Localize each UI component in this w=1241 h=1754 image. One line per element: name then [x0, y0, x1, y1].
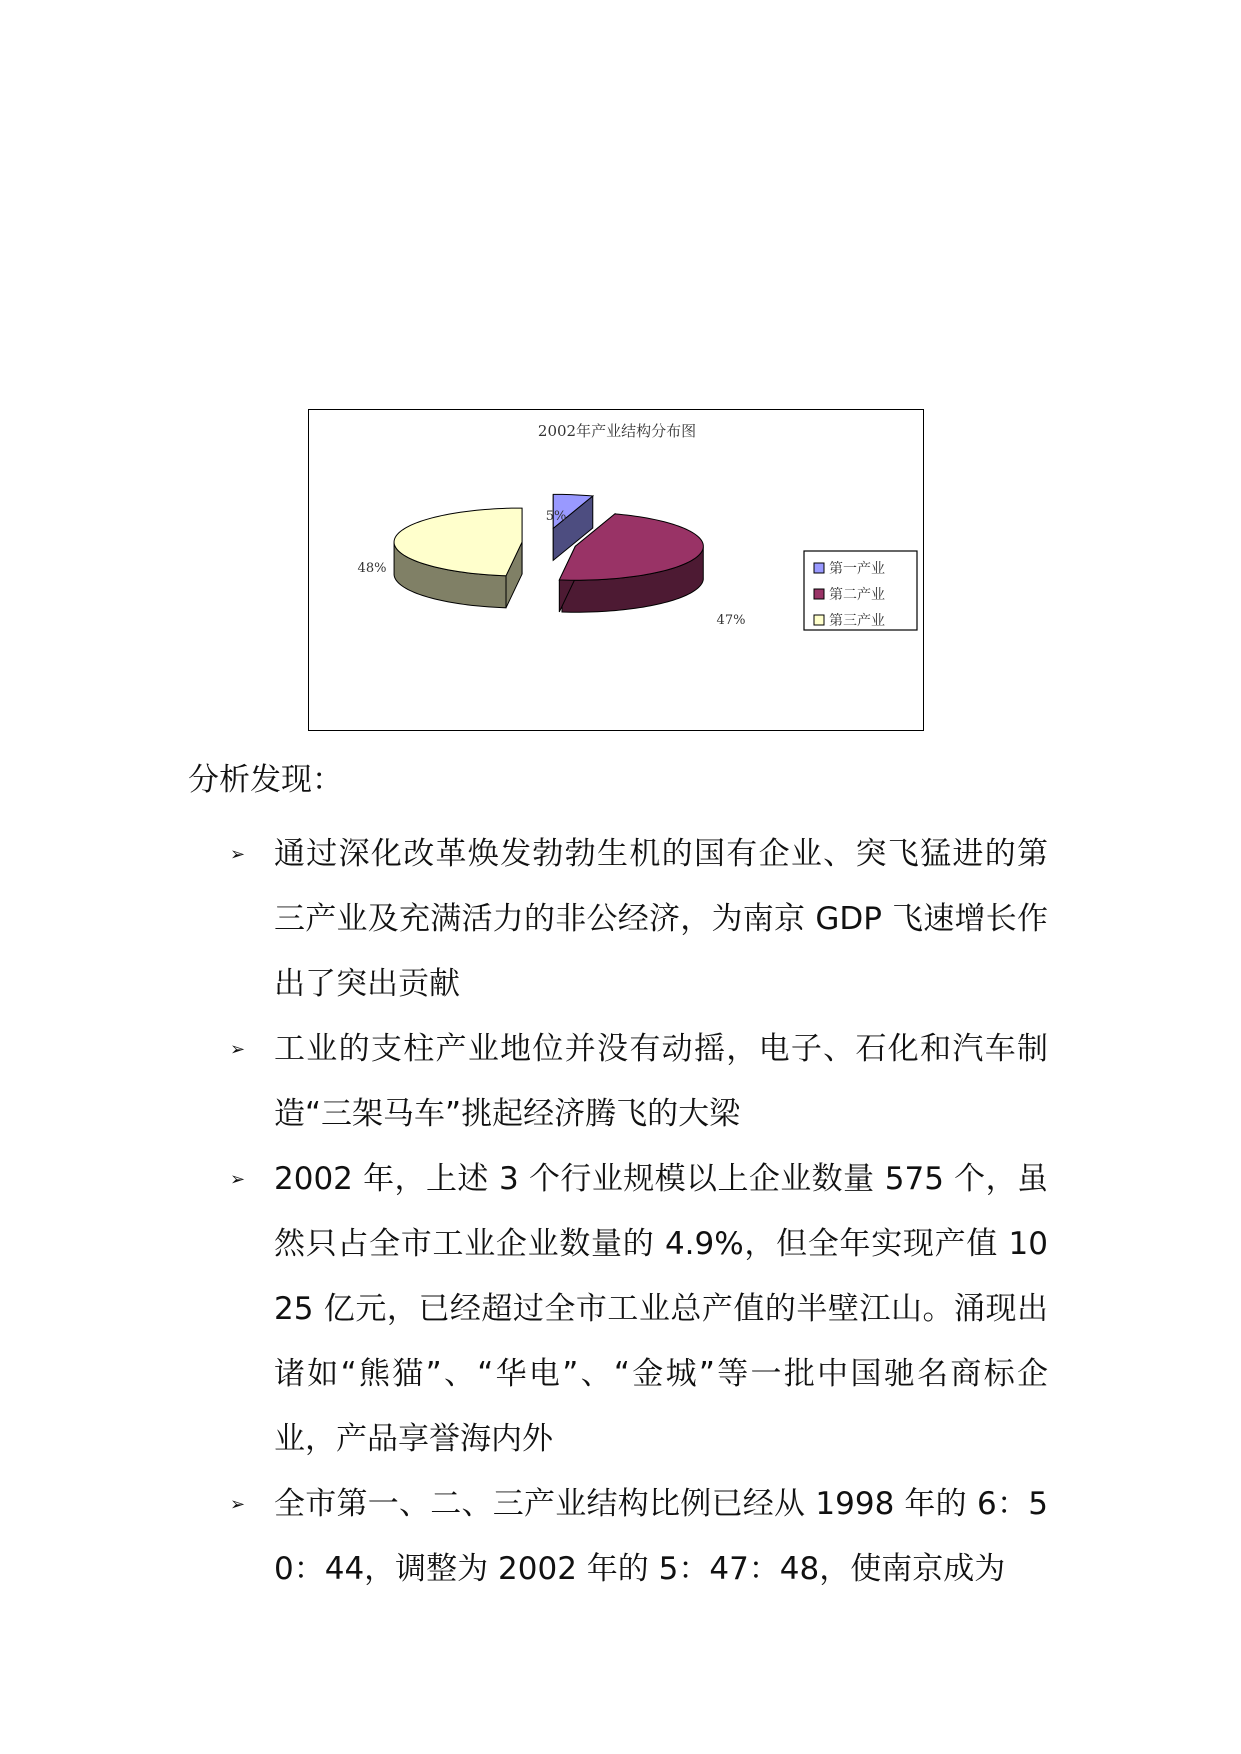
bullet-item-3: [230, 1147, 1050, 1472]
bullet-text-1: 通过深化改革焕发勃勃生机的国有企业、突飞猛进的第三产业及充满活力的非公经济，为南京 GDP 飞速增长作出了突出贡献: [274, 836, 1048, 1002]
data-label-tertiary: 48%: [357, 561, 387, 576]
legend-swatch-secondary: [814, 589, 824, 599]
legend-swatch-tertiary: [814, 615, 824, 625]
chart-title: 2002年产业结构分布图: [537, 422, 697, 440]
bullet-text-2: 工业的支柱产业地位并没有动摇，电子、石化和汽车制造“三架马车”挑起经济腾飞的大梁: [274, 1031, 1048, 1132]
legend-label-tertiary: 第三产业: [829, 613, 885, 629]
bullet-text-4: 全市第一、二、三产业结构比例已经从 1998 年的 6：50：44，调整为 2002 年的 5：47：48，使南京成为: [274, 1486, 1048, 1587]
legend: [804, 551, 917, 630]
pie-chart: [309, 410, 925, 732]
bullet-arrow-icon: ➢: [230, 1494, 246, 1515]
bullet-text-3: 2002 年，上述 3 个行业规模以上企业数量 575 个，虽然只占全市工业企业数量的 4.9%，但全年实现产值 1025 亿元，已经超过全市工业总产值的半壁江山。涌现出诸如“熊猫”、“华电”、“金城”等一批中国驰名商标企业，产品享誉海内外: [274, 1161, 1048, 1457]
legend-label-primary: 第一产业: [829, 561, 885, 577]
bullet-arrow-icon: ➢: [230, 1039, 246, 1060]
data-label-primary: 5%: [545, 509, 567, 524]
bullet-item-2: [230, 1017, 1050, 1147]
bullet-arrow-icon: ➢: [230, 1169, 246, 1190]
analysis-heading: 分析发现：: [188, 762, 343, 798]
legend-swatch-primary: [814, 563, 824, 573]
bullet-arrow-icon: ➢: [230, 844, 246, 865]
analysis-bullet-list: [230, 822, 1050, 1602]
bullet-item-1: [230, 822, 1050, 1017]
chart-frame: [308, 409, 924, 731]
bullet-item-4: [230, 1472, 1050, 1602]
data-label-secondary: 47%: [716, 613, 746, 628]
pie-slice-tertiary: [394, 508, 522, 608]
legend-label-secondary: 第二产业: [829, 587, 885, 603]
